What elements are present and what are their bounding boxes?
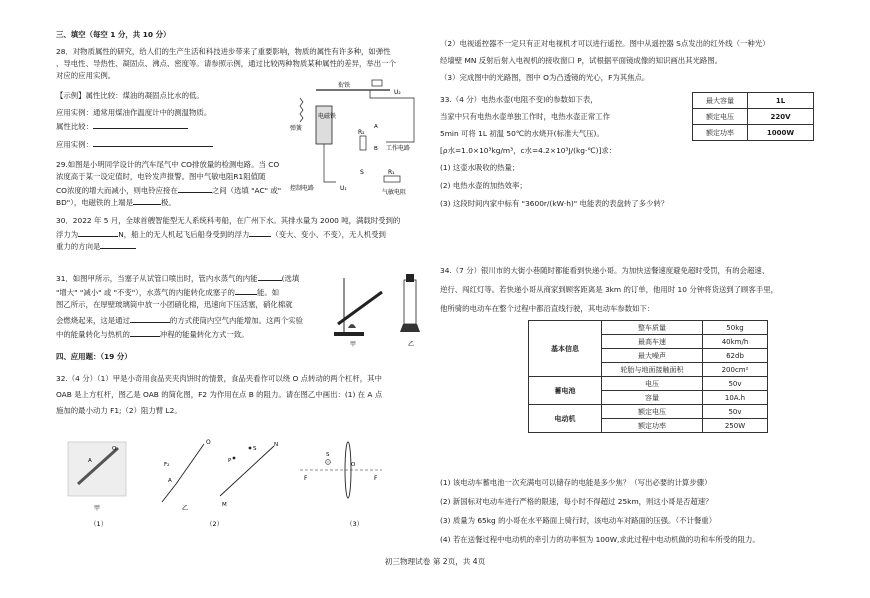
r1-resistor <box>384 176 400 182</box>
q29-text-d: 极。 <box>160 198 176 207</box>
param-name: 轮胎与地面接触面积 <box>602 363 703 377</box>
q34-line2: 逆行、闯红灯等。若快递小哥从商家到顾客距离是 3km 的订单，他用时 10 分钟将货送到了顾客手里， <box>440 285 779 294</box>
part-2-label: （2） <box>206 520 224 528</box>
kettle-value: 1000W <box>748 125 814 141</box>
param-name: 额定电压 <box>602 405 703 419</box>
kettle-value: 1L <box>748 93 814 109</box>
electromagnet-label: 电磁铁 <box>318 113 337 120</box>
q30-blank-3[interactable] <box>100 240 136 249</box>
table-row <box>693 109 814 125</box>
q29-line3 <box>56 184 281 196</box>
wall-mn <box>220 446 274 496</box>
kettle-param: 额定功率 <box>693 125 748 141</box>
part-1-label: （1） <box>90 520 108 528</box>
part-3-label: （3） <box>346 520 364 528</box>
q33-q3: (3) 这段时间内家中标有 "3600r/(kW·h)" 电能表的表盘转了多少转？ <box>440 199 669 208</box>
switch-label: S <box>360 169 364 176</box>
q34-q1: (1) 该电动车蓄电池一次充满电可以储存的电能是多少焦？（写出必要的计算步骤） <box>440 478 712 487</box>
q31-line1 <box>56 272 299 284</box>
q30-text-c: （变大、变小、不变），无人机受到 <box>271 230 386 239</box>
param-name: 电压 <box>602 377 703 391</box>
test-tube-icon <box>338 292 382 324</box>
q31-line5 <box>56 328 249 340</box>
table-row <box>693 125 814 141</box>
q28-line3: 对应的应用实例。 <box>56 71 116 80</box>
u1-label: U₁ <box>340 185 347 192</box>
group-battery: 蓄电池 <box>529 377 602 405</box>
q32-line3: 施加的最小动力 F1;（2）阻力臂 L2。 <box>56 406 182 415</box>
control-circuit-label: 控制电路 <box>290 185 315 192</box>
q33-line4: [ρ水=1.0×10³kg/m³，c水=4.2×10³J/(kg·℃)]求： <box>440 146 617 155</box>
kettle-param: 最大容量 <box>693 93 748 109</box>
electromagnet-core <box>316 106 332 144</box>
q28-application-blank[interactable] <box>93 138 213 147</box>
q28-example: 【示例】属性比较：煤油的凝固点比水的低。 <box>56 91 204 100</box>
param-value: 250W <box>703 419 768 433</box>
q31-text-a: 31．如图甲所示，当塞子从试管口喷出时，管内水蒸气的内能 <box>56 274 258 283</box>
q28-line2: 、导电性、导热性、凝固点、沸点、密度等。请参照示例，通过比较两种物质某种属性的差异，举出一个 <box>56 59 396 68</box>
q28-application-label: 应用实例： <box>56 140 93 149</box>
fig-yi-label: 乙 <box>408 341 415 348</box>
photo-o-label: O <box>112 446 117 452</box>
q30-line3 <box>56 240 136 252</box>
q33-line2: 当家中只有电热水壶单独工作时，电热水壶正常工作 <box>440 112 610 121</box>
table-row <box>529 405 768 419</box>
q28-property-blank[interactable] <box>93 120 188 129</box>
q34-q4: (4) 若在送餐过程中电动机的牵引力的功率恒为 100W,求此过程中电动机做的功和车所受的阻力。 <box>440 535 760 544</box>
q30-text-b: N，船上的无人机起飞后船身受到的浮力 <box>118 230 250 239</box>
wall-n-label: N <box>274 442 279 448</box>
q34-q2: (2) 新国标对电动车进行严格的限速，每小时不得超过 25km，则这小哥是否超速？ <box>440 497 713 506</box>
cylinder-base <box>400 324 420 332</box>
q29-blank-1[interactable] <box>178 184 212 193</box>
section-4-heading: 四、应用题：（19 分） <box>56 352 132 361</box>
ebike-spec-table <box>528 320 768 433</box>
sensor-label: 气敏电阻 <box>382 189 407 196</box>
spring-label: 弹簧 <box>290 125 303 132</box>
r2-resistor <box>360 136 366 150</box>
q32-line2: OAB 是上方杠杆，图乙是 OAB 的简化图，F2 为作用在点 B 的阻力。请在图乙中画出：(1) 在 A 点 <box>56 390 383 399</box>
q30-blank-2[interactable] <box>249 228 271 237</box>
photo-a-label: A <box>88 458 92 464</box>
r1-label: R₁ <box>388 169 395 176</box>
group-motor: 电动机 <box>529 405 602 433</box>
q29-line1: 29.如图是小明同学设计的汽车尾气中 CO排放量的检测电路。当 CO <box>56 160 280 169</box>
q31-line2 <box>56 286 279 298</box>
lens-f-right: F <box>374 475 378 482</box>
q31-blank-1[interactable] <box>258 272 282 281</box>
q29-text-c: BD"），电磁铁的上端是 <box>56 198 133 207</box>
table-row <box>529 377 768 391</box>
q31-text-g: 中的能量转化与热机的 <box>56 330 130 339</box>
q28-example-use: 应用实例：通常用煤油作温度计中的测温物质。 <box>56 108 212 117</box>
point-p-label: P <box>228 458 232 464</box>
q28-property-compare <box>56 120 188 132</box>
q29-circuit-diagram <box>290 78 425 198</box>
q32-line1: 32.（4 分）（1）甲是小奇用食品夹夹肉饼时的情景，食品夹看作可以绕 O 点转动的两个杠杆，其中 <box>56 374 382 383</box>
param-value: 50kg <box>703 321 768 335</box>
point-s <box>249 447 252 450</box>
param-name: 最高车速 <box>602 335 703 349</box>
kettle-param: 额定电压 <box>693 109 748 125</box>
q29-text-a: CO浓度的增大而减小，则电铃应接在 <box>56 186 178 195</box>
fig-jia2-label: 甲 <box>94 505 101 512</box>
param-name: 额定功率 <box>602 419 703 433</box>
q31-blank-2[interactable] <box>235 286 257 295</box>
q31-blank-3[interactable] <box>130 314 170 323</box>
spring-shape <box>300 98 303 122</box>
lens-f-left: F <box>304 475 308 482</box>
param-name: 最大噪声 <box>602 349 703 363</box>
param-name: 整车质量 <box>602 321 703 335</box>
stand-base <box>334 332 364 336</box>
q30-blank-1[interactable] <box>78 228 118 237</box>
q30-line1: 30．2022 年 5 月，全球首艘智能型无人系统科考船，在广州下水。其排水量为 2000 吨，满载时受到的 <box>56 216 401 225</box>
q32-figures <box>64 436 384 532</box>
q34-line1: 34.（7 分）银川市的大街小巷随时都能看到快递小哥。为加快送餐速度避免超时受罚，有的会超速、 <box>440 266 770 275</box>
q31-line3: 图乙所示，在厚壁玻璃筒中放一小团硝化棉，迅速向下压活塞，硝化棉就 <box>56 300 293 309</box>
section-3-heading: 三、填空（每空 1 分，共 10 分） <box>56 30 171 39</box>
param-value: 200cm² <box>703 363 768 377</box>
q29-line4 <box>56 196 176 208</box>
q31-text-d: 能。如 <box>256 288 280 297</box>
param-value: 50v <box>703 405 768 419</box>
control-circuit-wire <box>324 144 336 182</box>
q31-line4 <box>56 314 303 326</box>
q31-text-b: (选填 <box>281 274 300 283</box>
table-row <box>693 93 814 109</box>
q34-q3: (3) 质量为 65kg 的小哥在水平路面上骑行时，该电动车对路面的压强。（不计餐重） <box>440 516 717 525</box>
q30-text-a: 浮力为 <box>56 230 79 239</box>
light-source <box>326 460 331 465</box>
q31-text-h: 冲程的能量转化方式一致。 <box>159 330 249 339</box>
wall-m-label: M <box>222 502 227 508</box>
fig-yi2-label: 乙 <box>182 505 189 512</box>
param-name: 容量 <box>602 391 703 405</box>
bell-icon <box>372 80 382 86</box>
q32b-line3: （3）完成图中的光路图，图中 O为凸透镜的光心，F为其焦点。 <box>440 73 650 82</box>
work-circuit-label: 工作电路 <box>386 145 411 152</box>
lever-oab <box>162 444 204 502</box>
q29-line2: 浓度高于某一设定值时，电铃发声报警。图中气敏电阻R1阻值随 <box>56 172 266 181</box>
q30-text-d: 重力的方向是 <box>56 242 101 251</box>
q31-experiment-figures <box>326 270 426 348</box>
q33-line1: 33.（4 分）电热水壶(电阻不变)的参数如下表， <box>440 95 598 104</box>
lens-o-label: O <box>351 462 356 468</box>
fig-jia-label: 甲 <box>350 341 357 348</box>
q28-property-label: 属性比较： <box>56 122 93 131</box>
q28-line1: 28．对物质属性的研究，给人们的生产生活和科技进步带来了重要影响，物质的属性有许多种，如弹性 <box>56 47 391 56</box>
label-a: A <box>374 124 378 130</box>
label-b: B <box>374 146 378 152</box>
q33-q2: (2) 电热水壶的加热效率； <box>440 181 527 190</box>
lens-s-label: S <box>326 452 330 458</box>
param-value: 62db <box>703 349 768 363</box>
q29-blank-2[interactable] <box>133 196 161 205</box>
r2-label: R₂ <box>358 129 365 136</box>
q28-application <box>56 138 213 150</box>
piston-icon <box>406 274 414 282</box>
param-value: 10A.h <box>703 391 768 405</box>
lever-o-label: O <box>206 439 211 446</box>
q29-text-b: 之间（选填 "AC" 或" <box>211 186 282 195</box>
q33-q1: (1) 这壶水吸收的热量； <box>440 163 520 172</box>
point-p <box>233 457 236 460</box>
table-row <box>529 321 768 335</box>
work-circuit-wire <box>370 90 414 142</box>
page-footer: 初三物理试卷 第 2页，共 4页 <box>384 557 486 566</box>
q31-blank-4[interactable] <box>130 328 160 337</box>
param-value: 40km/h <box>703 335 768 349</box>
kettle-spec-table <box>692 92 814 141</box>
q31-text-e: 会燃烧起来，这是通过 <box>56 316 130 325</box>
param-value: 50v <box>703 377 768 391</box>
group-basic: 基本信息 <box>529 321 602 377</box>
q32b-line2: 经墙壁 MN 反射后射入电视机的接收窗口 P，试根据平面镜成像的知识画出其光路图。 <box>440 56 723 65</box>
q32b-line1: （2）电视遥控器不一定只有正对电视机才可以进行遥控。图中从遥控器 S点发出的红外线（一种光） <box>440 39 770 48</box>
kettle-value: 220V <box>748 109 814 125</box>
q34-line3: 他所骑的电动车在整个过程中都沿直线行驶，其电动车参数如下： <box>440 304 655 313</box>
q31-text-f: 的方式使筒内空气内能增加。这两个实验 <box>169 316 303 325</box>
u2-label: U₂ <box>394 89 401 96</box>
q30-line2 <box>56 228 386 240</box>
q33-line3: 5min 可将 1L 初温 50℃的水烧开(标准大气压)。 <box>440 129 604 138</box>
point-s-label: S <box>253 446 257 452</box>
q31-text-c: "增大" "减小" 或 "不变"），水蒸气的内能转化成塞子的 <box>56 288 235 297</box>
armature-label: 衔铁 <box>338 82 351 89</box>
lever-f2-label: F₂ <box>164 462 170 468</box>
lever-a-label: A <box>168 478 172 484</box>
glass-cylinder-icon <box>404 280 416 324</box>
alcohol-lamp-icon <box>348 324 356 328</box>
